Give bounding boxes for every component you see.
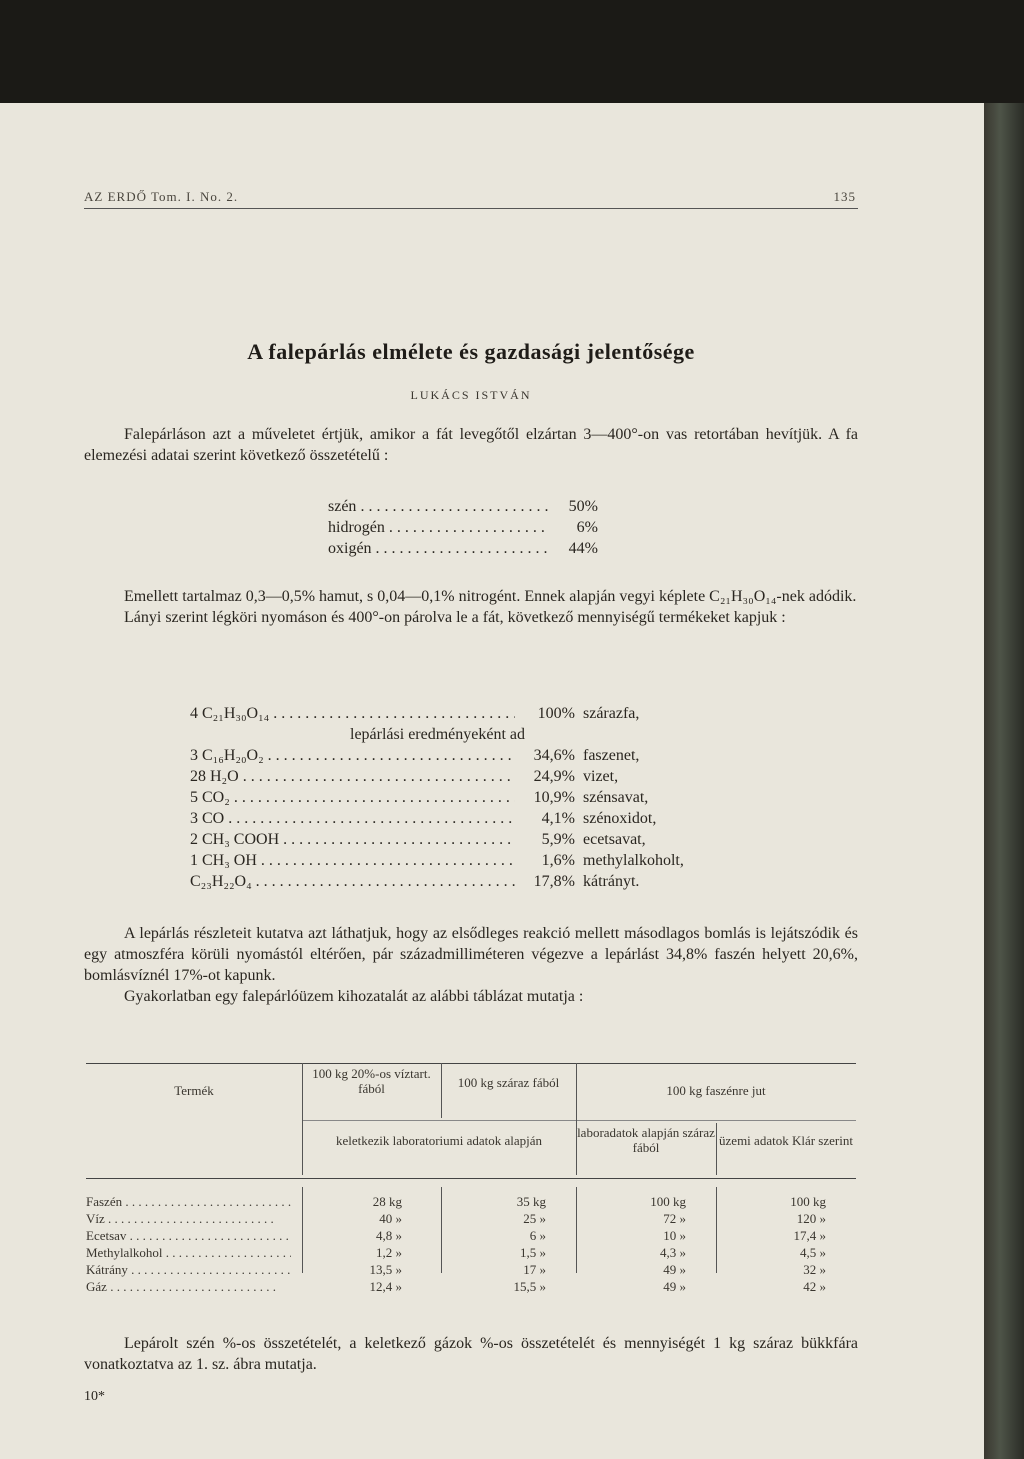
table-row <box>86 1193 856 1210</box>
cell: 15,5 » <box>513 1279 546 1294</box>
header-col2: 100 kg száraz fából <box>457 1075 560 1090</box>
product-percent: 24,9% <box>533 768 575 785</box>
product-desc: vizet, <box>583 768 619 785</box>
cell: 100 kg <box>650 1194 686 1209</box>
closing-paragraph: Lepárolt szén %-os összetételét, a keletkező gázok %-os összetételét és mennyiségét 1 kg száraz bükkfára vonatkoztatva az 1. sz. ábra mutatja. <box>84 1335 858 1373</box>
cell: 4,3 » <box>660 1245 686 1260</box>
row-label: Gáz . . . <box>86 1278 291 1295</box>
product-row <box>190 745 750 766</box>
table-divider <box>441 1063 442 1118</box>
product-percent: 5,9% <box>541 831 575 848</box>
product-desc: szénoxidot, <box>583 810 657 827</box>
cell: 49 » <box>663 1262 686 1277</box>
table-row <box>86 1244 856 1261</box>
product-formula: 3 C₁₆H₂₀O₂ . . . <box>190 745 515 766</box>
composition-row <box>328 538 628 559</box>
running-header <box>84 189 856 205</box>
analysis-text-b: Lányi szerint légköri nyomáson és 400°-on párolva le a fát, következő mennyiségű termékeket kapjuk : <box>124 609 786 626</box>
cell: 6 » <box>529 1228 546 1243</box>
product-formula: 4 C₂₁H₃₀O₁₄ . . . <box>190 703 515 724</box>
intro-paragraph: Falepárláson azt a műveletet értjük, amikor a fát levegőtől elzártan 3—400°-on vas retortában hevítjük. A fa elemezési adatai szerint következő összetételű : <box>84 426 858 464</box>
cell: 32 » <box>803 1262 826 1277</box>
product-row <box>190 808 750 829</box>
product-row <box>190 787 750 808</box>
composition-row <box>328 496 628 517</box>
product-percent: 1,6% <box>541 852 575 869</box>
product-percent: 17,8% <box>533 873 575 890</box>
header-col34: 100 kg faszénre jut <box>666 1083 766 1098</box>
cell: 4,5 » <box>800 1245 826 1260</box>
detail-text-a: A lepárlás részleteit kutatva azt láthatjuk, hogy az elsődleges reakció mellett másodlagos bomlás is lejátszódik és egy atmoszféra körüli nyomástól eltérően, pár századmilliméteren végezve a lepárlást 34,8% faszén helyett 20,6%, bomlásvíznél 17%-ot kapunk. <box>84 925 858 984</box>
header-sub12: keletkezik laboratoriumi adatok alapján <box>335 1133 543 1148</box>
table-row <box>86 1261 856 1278</box>
cell: 28 kg <box>372 1194 402 1209</box>
analysis-paragraph <box>84 586 858 628</box>
header-rule <box>84 208 858 209</box>
product-desc: faszenet, <box>583 747 640 764</box>
products-subline: lepárlási eredményeként ad <box>350 726 526 743</box>
row-label: Methylalkohol . . . <box>86 1244 291 1261</box>
product-row <box>190 871 750 892</box>
product-desc: kátrányt. <box>583 873 640 890</box>
cell: 4,8 » <box>376 1228 402 1243</box>
header-termek: Termék <box>174 1083 214 1098</box>
product-formula: 1 CH₃ OH . . . <box>190 850 515 871</box>
table-divider <box>716 1123 717 1175</box>
row-label: Víz . . . <box>86 1210 291 1227</box>
composition-value: 44% <box>568 540 598 557</box>
header-sub4: üzemi adatok Klár szerint <box>719 1133 853 1148</box>
analysis-text-a: Emellett tartalmaz 0,3—0,5% hamut, s 0,04—0,1% nitrogént. Ennek alapján vegyi képlete C₂₁H₃₀O₁₄-nek adódik. <box>124 588 857 605</box>
product-desc: ecetsavat, <box>583 831 646 848</box>
product-percent: 100% <box>537 705 575 722</box>
row-label: Faszén . . . <box>86 1193 291 1210</box>
journal-name: AZ ERDŐ Tom. I. No. 2. <box>84 189 239 204</box>
detail-text-b: Gyakorlatban egy falepárlóüzem kihozatalát az alábbi táblázat mutatja : <box>124 988 584 1005</box>
cell: 17,4 » <box>793 1228 826 1243</box>
detail-paragraph <box>84 923 858 1007</box>
cell: 35 kg <box>516 1194 546 1209</box>
product-percent: 4,1% <box>541 810 575 827</box>
header-sub3: laboradatok alapján száraz fából <box>577 1125 715 1155</box>
header-col1: 100 kg 20%-os víztart. fából <box>312 1066 431 1096</box>
composition-row <box>328 517 628 538</box>
cell: 10 » <box>663 1228 686 1243</box>
cell: 40 » <box>379 1211 402 1226</box>
cell: 25 » <box>523 1211 546 1226</box>
table-row <box>86 1210 856 1227</box>
product-percent: 34,6% <box>533 747 575 764</box>
page-number: 135 <box>833 189 856 204</box>
article-title: A falepárlás elmélete és gazdasági jelentősége <box>247 339 695 364</box>
folio-mark: 10* <box>84 1389 105 1404</box>
composition-value: 6% <box>576 519 598 536</box>
row-label: Ecetsav . . . <box>86 1227 291 1244</box>
composition-list <box>328 496 628 559</box>
products-list <box>190 703 750 892</box>
product-formula: 28 H₂O . . . <box>190 766 515 787</box>
composition-name: oxigén . . . <box>328 538 548 559</box>
article-author: LUKÁCS ISTVÁN <box>410 388 532 402</box>
table-divider <box>576 1063 577 1175</box>
table-row <box>86 1278 856 1295</box>
product-desc: methylalkoholt, <box>583 852 684 869</box>
product-row <box>190 766 750 787</box>
cell: 13,5 » <box>369 1262 402 1277</box>
composition-name: szén . . . <box>328 496 548 517</box>
table-rule-header-bottom <box>86 1178 856 1179</box>
product-formula: 5 CO₂ . . . <box>190 787 515 808</box>
table-rule-top <box>86 1063 856 1064</box>
product-formula: C₂₃H₂₂O₄ . . . <box>190 871 515 892</box>
cell: 42 » <box>803 1279 826 1294</box>
cell: 12,4 » <box>369 1279 402 1294</box>
yield-table <box>86 1063 856 1294</box>
product-percent: 10,9% <box>533 789 575 806</box>
product-formula: 2 CH₃ COOH . . . <box>190 829 515 850</box>
cell: 1,5 » <box>520 1245 546 1260</box>
product-formula: 3 CO . . . <box>190 808 515 829</box>
product-row <box>190 829 750 850</box>
cell: 100 kg <box>790 1194 826 1209</box>
product-desc: szárazfa, <box>583 705 640 722</box>
journal-page <box>0 103 984 1459</box>
cell: 1,2 » <box>376 1245 402 1260</box>
book-edge <box>984 103 1024 1459</box>
product-desc: szénsavat, <box>583 789 649 806</box>
composition-value: 50% <box>568 498 598 515</box>
table-row <box>86 1227 856 1244</box>
cell: 17 » <box>523 1262 546 1277</box>
product-row <box>190 850 750 871</box>
row-label: Kátrány . . . <box>86 1261 291 1278</box>
cell: 120 » <box>796 1211 826 1226</box>
cell: 49 » <box>663 1279 686 1294</box>
table-rule-mid <box>302 1120 856 1121</box>
product-row <box>190 703 750 724</box>
cell: 72 » <box>663 1211 686 1226</box>
composition-name: hidrogén . . . <box>328 517 548 538</box>
